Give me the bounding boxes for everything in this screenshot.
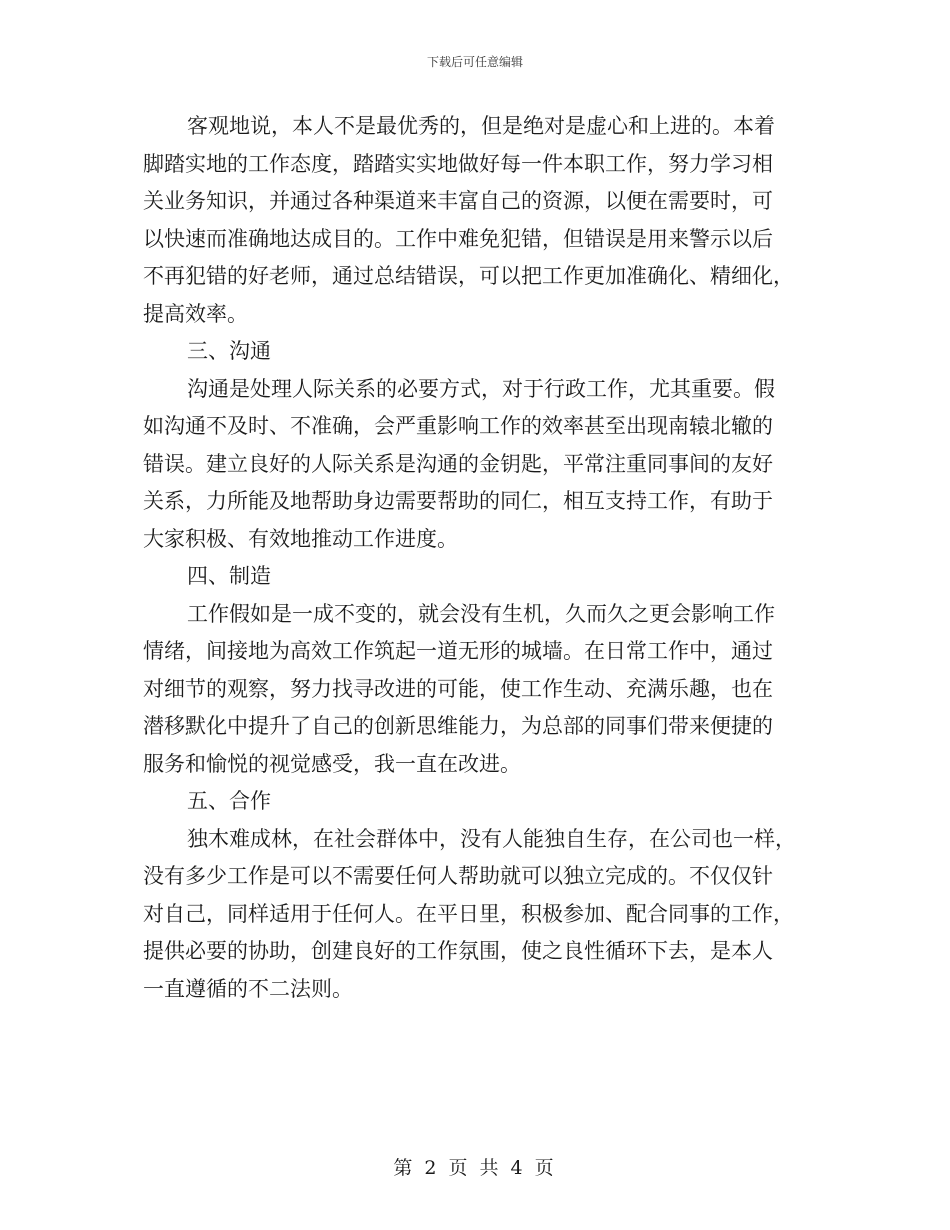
body-line: 工作假如是一成不变的，就会没有生机，久而久之更会影响工作 bbox=[187, 601, 775, 626]
body-line: 没有多少工作是可以不需要任何人帮助就可以独立完成的。不仅仅针 bbox=[143, 864, 773, 888]
body-line: 脚踏实地的工作态度，踏踏实实地做好每一件本职工作，努力学习相 bbox=[143, 151, 773, 176]
body-line: 对细节的观察，努力找寻改进的可能，使工作生动、充满乐趣，也在 bbox=[143, 676, 773, 701]
body-line: 提供必要的协助，创建良好的工作氛围，使之良性循环下去，是本人 bbox=[143, 939, 773, 963]
body-line: 关业务知识，并通过各种渠道来丰富自己的资源，以便在需要时，可 bbox=[143, 189, 773, 213]
body-line: 大家积极、有效地推动工作进度。 bbox=[143, 526, 458, 551]
body-line: 情绪，间接地为高效工作筑起一道无形的城墙。在日常工作中，通过 bbox=[143, 639, 773, 663]
body-line: 关系，力所能及地帮助身边需要帮助的同仁，相互支持工作，有助于 bbox=[143, 489, 773, 513]
body-line: 服务和愉悦的视觉感受，我一直在改进。 bbox=[143, 751, 521, 776]
body-line: 沟通是处理人际关系的必要方式，对于行政工作，尤其重要。假 bbox=[187, 376, 775, 401]
section-heading: 五、合作 bbox=[187, 789, 271, 813]
body-line: 以快速而准确地达成目的。工作中难免犯错，但错误是用来警示以后 bbox=[143, 226, 773, 251]
document-body bbox=[143, 108, 803, 1008]
body-line: 错误。建立良好的人际关系是沟通的金钥匙，平常注重同事间的友好 bbox=[143, 451, 773, 476]
page-header: 下载后可任意编辑 bbox=[426, 55, 523, 69]
section-heading: 四、制造 bbox=[187, 564, 271, 588]
body-line: 如沟通不及时、不准确，会严重影响工作的效率甚至出现南辕北辙的 bbox=[143, 414, 773, 438]
body-line: 独木难成林，在社会群体中，没有人能独自生存，在公司也一样， bbox=[187, 826, 796, 851]
body-line: 客观地说，本人不是最优秀的，但是绝对是虚心和上进的。本着 bbox=[187, 114, 775, 138]
body-line: 一直遵循的不二法则。 bbox=[143, 976, 353, 1001]
body-line: 不再犯错的好老师，通过总结错误，可以把工作更加准确化、精细化， bbox=[143, 264, 794, 288]
body-line: 潜移默化中提升了自己的创新思维能力，为总部的同事们带来便捷的 bbox=[143, 714, 773, 738]
page-footer: 第 2 页 共 4 页 bbox=[393, 1157, 557, 1179]
body-line: 提高效率。 bbox=[143, 301, 248, 326]
body-line: 对自己，同样适用于任何人。在平日里，积极参加、配合同事的工作， bbox=[143, 901, 794, 926]
section-heading: 三、沟通 bbox=[187, 339, 271, 363]
